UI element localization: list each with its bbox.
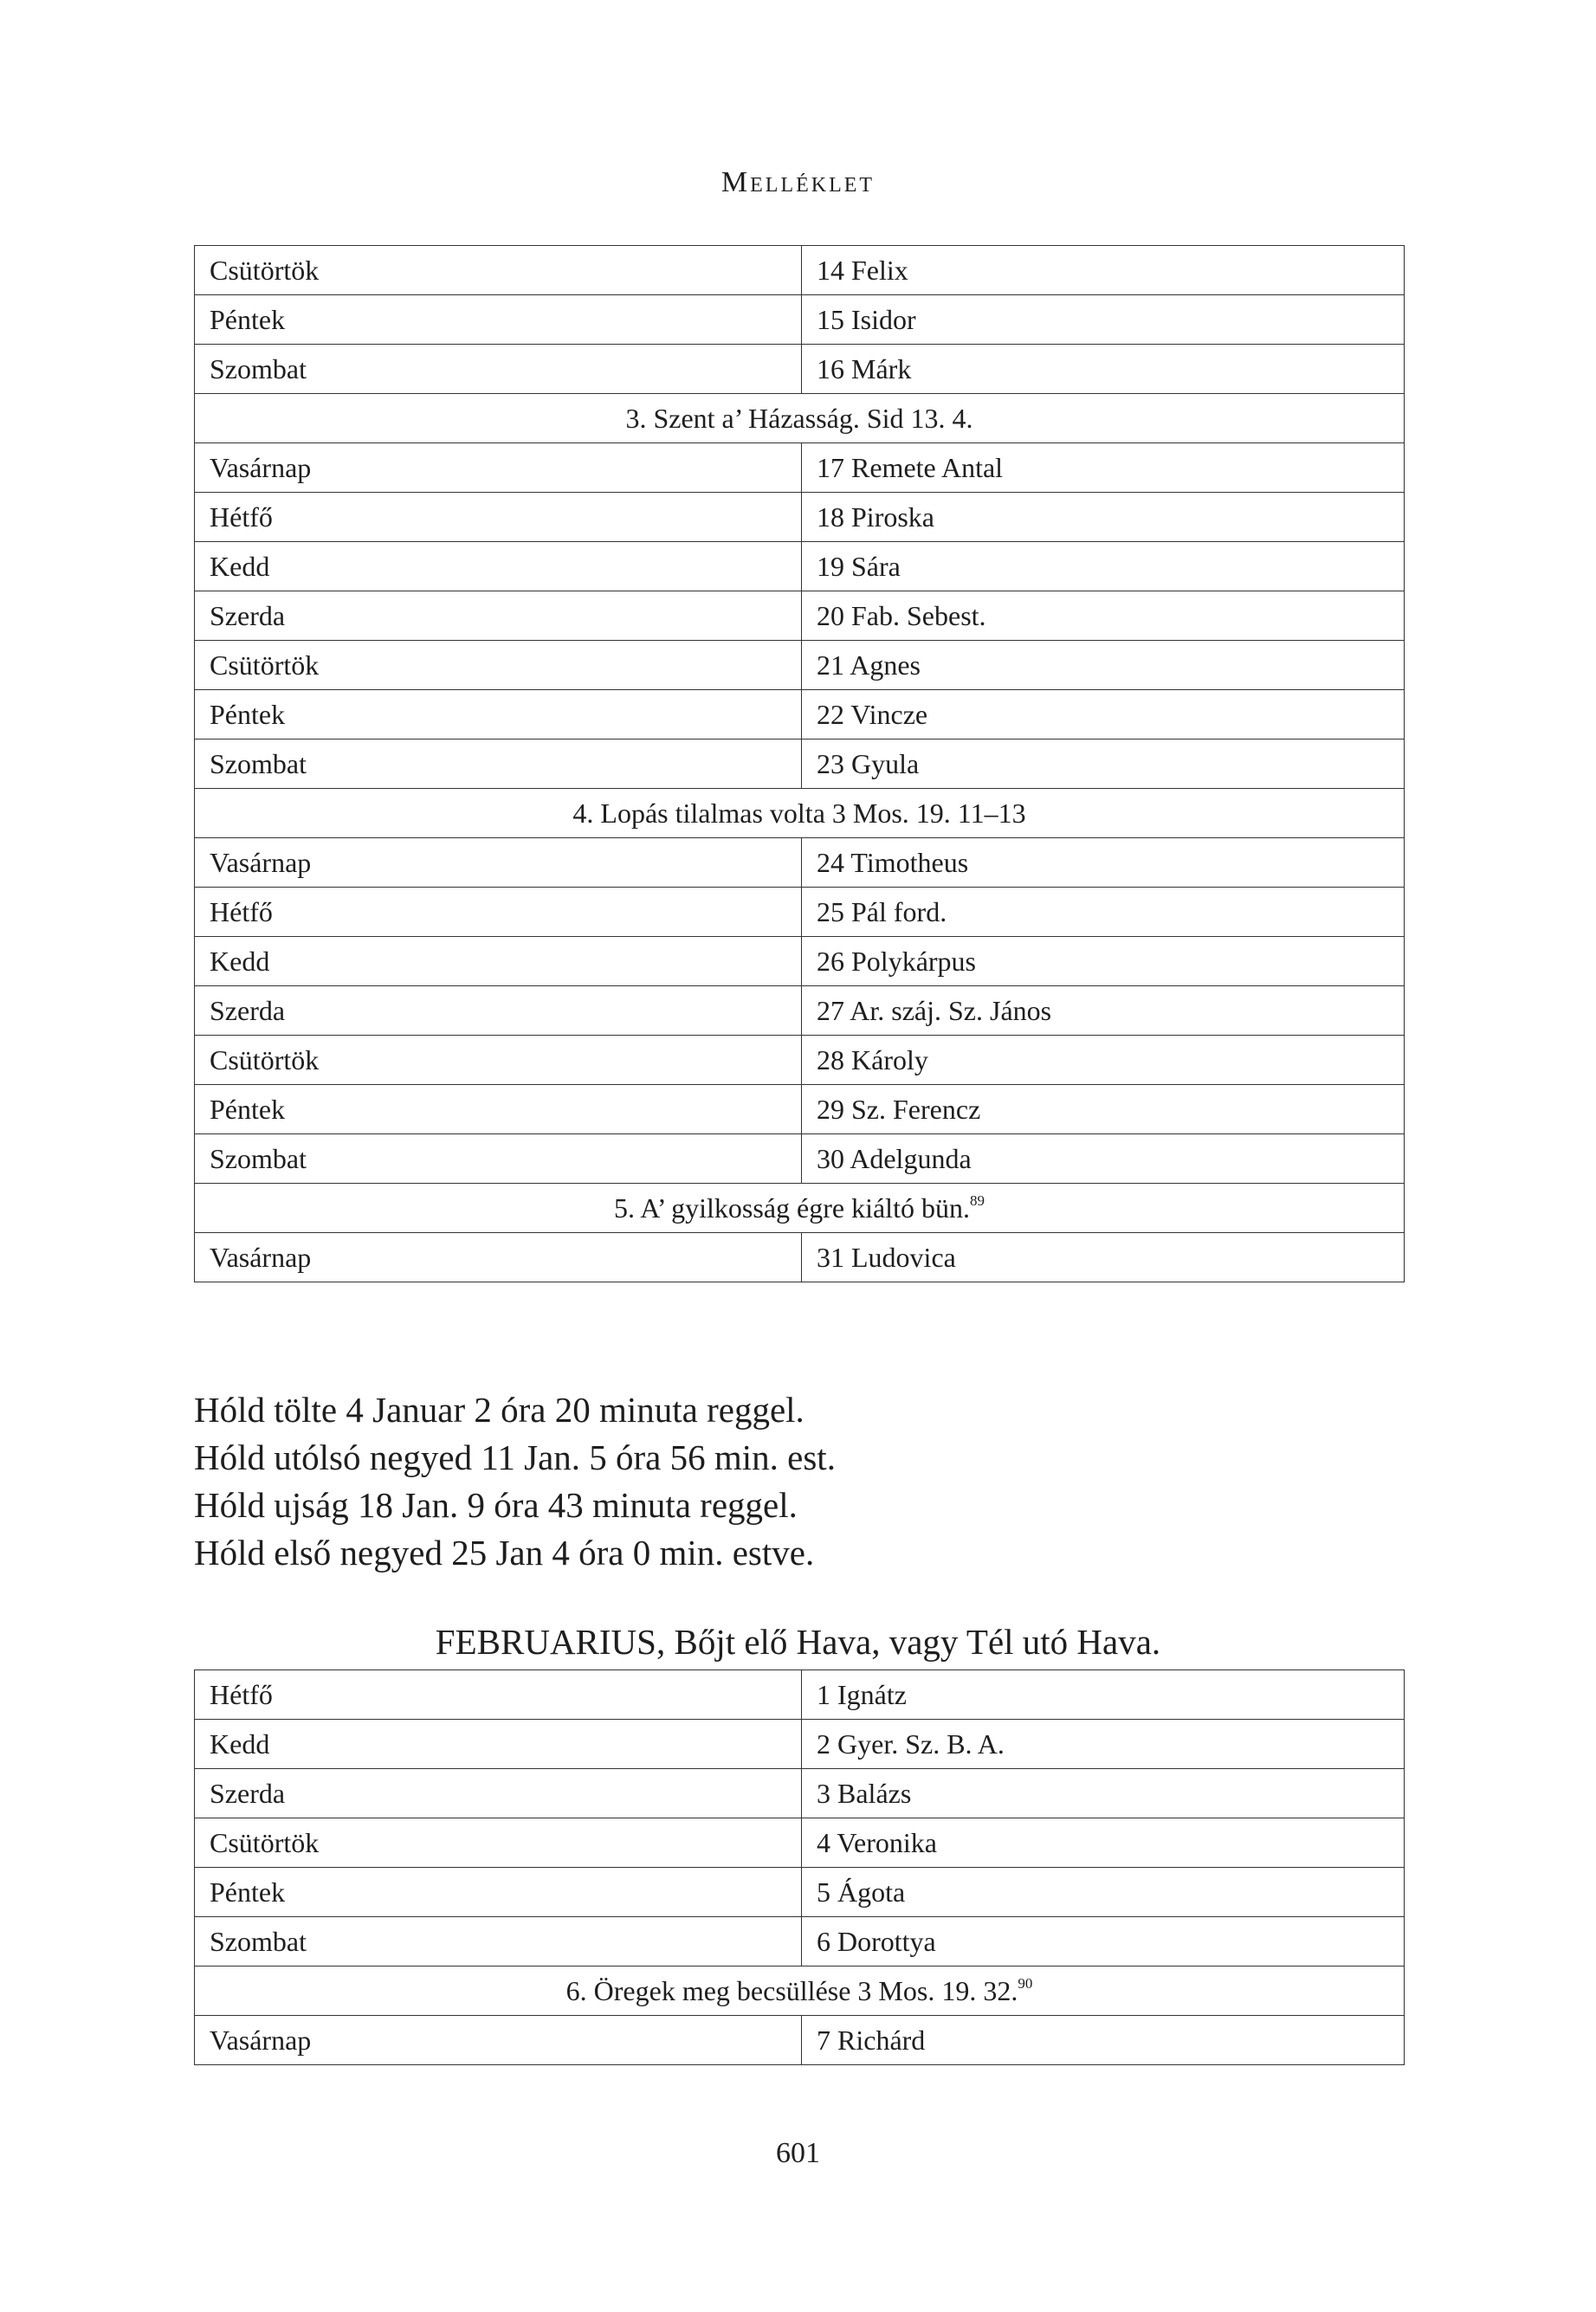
date-name-cell: 19 Sára <box>802 542 1405 591</box>
weekday-cell: Vasárnap <box>195 1233 802 1282</box>
table-row <box>195 1769 1405 1818</box>
date-name-cell: 7 Richárd <box>802 2016 1405 2065</box>
table-row <box>195 1233 1405 1282</box>
calendar-table-february <box>194 1669 1405 2065</box>
weekday-cell: Péntek <box>195 1085 802 1134</box>
weekday-cell: Péntek <box>195 295 802 345</box>
date-name-cell: 6 Dorottya <box>802 1917 1405 1966</box>
date-name-cell: 23 Gyula <box>802 739 1405 789</box>
weekday-cell: Kedd <box>195 937 802 986</box>
weekday-cell: Csütörtök <box>195 641 802 690</box>
date-name-cell: 14 Felix <box>802 246 1405 295</box>
date-name-cell: 24 Timotheus <box>802 838 1405 888</box>
weekday-cell: Csütörtök <box>195 1036 802 1085</box>
weekday-cell: Szerda <box>195 1769 802 1818</box>
moon-phase-line: Hóld ujság 18 Jan. 9 óra 43 minuta reggel. <box>194 1485 798 1525</box>
date-name-cell: 3 Balázs <box>802 1769 1405 1818</box>
table-row <box>195 937 1405 986</box>
weekday-cell: Hétfő <box>195 493 802 542</box>
date-name-cell: 28 Károly <box>802 1036 1405 1085</box>
table-row <box>195 1868 1405 1917</box>
table-row <box>195 641 1405 690</box>
calendar-table-january <box>194 245 1405 1282</box>
footnote-marker: 90 <box>1018 1975 1033 1992</box>
date-name-cell: 29 Sz. Ferencz <box>802 1085 1405 1134</box>
table-row <box>195 1720 1405 1769</box>
section-title <box>195 394 1405 443</box>
footnote-marker: 89 <box>969 1192 985 1209</box>
table-row <box>195 1036 1405 1085</box>
weekday-cell: Péntek <box>195 1868 802 1917</box>
table-row <box>195 739 1405 789</box>
date-name-cell: 2 Gyer. Sz. B. A. <box>802 1720 1405 1769</box>
table-row <box>195 1917 1405 1966</box>
date-name-cell: 18 Piroska <box>802 493 1405 542</box>
table-row <box>195 591 1405 641</box>
date-name-cell: 21 Agnes <box>802 641 1405 690</box>
running-header: Melléklet <box>720 166 876 198</box>
section-row <box>195 1966 1405 2016</box>
weekday-cell: Kedd <box>195 1720 802 1769</box>
weekday-cell: Vasárnap <box>195 838 802 888</box>
section-title <box>195 1966 1405 2016</box>
table-row <box>195 986 1405 1036</box>
table-row <box>195 246 1405 295</box>
table-row <box>195 345 1405 394</box>
section-row <box>195 789 1405 838</box>
table-row <box>195 493 1405 542</box>
weekday-cell: Szombat <box>195 1917 802 1966</box>
moon-phase-line: Hóld utólsó negyed 11 Jan. 5 óra 56 min. est. <box>194 1437 836 1477</box>
weekday-cell: Vasárnap <box>195 2016 802 2065</box>
section-text: 3. Szent a’ Házasság. Sid 13. 4. <box>625 403 973 434</box>
date-name-cell: 17 Remete Antal <box>802 443 1405 493</box>
weekday-cell: Hétfő <box>195 888 802 937</box>
weekday-cell: Csütörtök <box>195 1818 802 1868</box>
date-name-cell: 22 Vincze <box>802 690 1405 739</box>
weekday-cell: Péntek <box>195 690 802 739</box>
date-name-cell: 27 Ar. száj. Sz. János <box>802 986 1405 1036</box>
date-name-cell: 1 Ignátz <box>802 1670 1405 1720</box>
section-row <box>195 394 1405 443</box>
month-heading: FEBRUARIUS, Bőjt elő Hava, vagy Tél utó Hava. <box>435 1622 1161 1662</box>
table-row <box>195 1134 1405 1184</box>
weekday-cell: Szerda <box>195 591 802 641</box>
table-row <box>195 542 1405 591</box>
weekday-cell: Szombat <box>195 739 802 789</box>
date-name-cell: 30 Adelgunda <box>802 1134 1405 1184</box>
weekday-cell: Hétfő <box>195 1670 802 1720</box>
weekday-cell: Vasárnap <box>195 443 802 493</box>
moon-phase-line: Hóld tölte 4 Januar 2 óra 20 minuta reggel. <box>194 1390 804 1430</box>
table-row <box>195 690 1405 739</box>
section-title <box>195 789 1405 838</box>
section-text: 4. Lopás tilalmas volta 3 Mos. 19. 11–13 <box>572 798 1026 829</box>
moon-phase-line: Hóld első negyed 25 Jan 4 óra 0 min. estve. <box>194 1533 815 1573</box>
date-name-cell: 16 Márk <box>802 345 1405 394</box>
weekday-cell: Szombat <box>195 1134 802 1184</box>
weekday-cell: Szerda <box>195 986 802 1036</box>
date-name-cell: 31 Ludovica <box>802 1233 1405 1282</box>
table-body <box>195 1670 1405 2065</box>
table-row <box>195 888 1405 937</box>
moon-phases <box>194 1386 1405 1577</box>
date-name-cell: 20 Fab. Sebest. <box>802 591 1405 641</box>
table-row <box>195 1818 1405 1868</box>
section-text: 5. A’ gyilkosság égre kiáltó bün. <box>614 1192 970 1224</box>
table-row <box>195 295 1405 345</box>
date-name-cell: 5 Ágota <box>802 1868 1405 1917</box>
date-name-cell: 25 Pál ford. <box>802 888 1405 937</box>
table-row <box>195 1670 1405 1720</box>
table-row <box>195 2016 1405 2065</box>
section-row <box>195 1184 1405 1233</box>
date-name-cell: 26 Polykárpus <box>802 937 1405 986</box>
table-body <box>195 246 1405 1282</box>
page-number: 601 <box>776 2137 820 2169</box>
weekday-cell: Csütörtök <box>195 246 802 295</box>
section-title <box>195 1184 1405 1233</box>
table-row <box>195 838 1405 888</box>
table-row <box>195 443 1405 493</box>
section-text: 6. Öregek meg becsüllése 3 Mos. 19. 32. <box>565 1975 1018 2006</box>
weekday-cell: Kedd <box>195 542 802 591</box>
weekday-cell: Szombat <box>195 345 802 394</box>
date-name-cell: 15 Isidor <box>802 295 1405 345</box>
table-row <box>195 1085 1405 1134</box>
date-name-cell: 4 Veronika <box>802 1818 1405 1868</box>
